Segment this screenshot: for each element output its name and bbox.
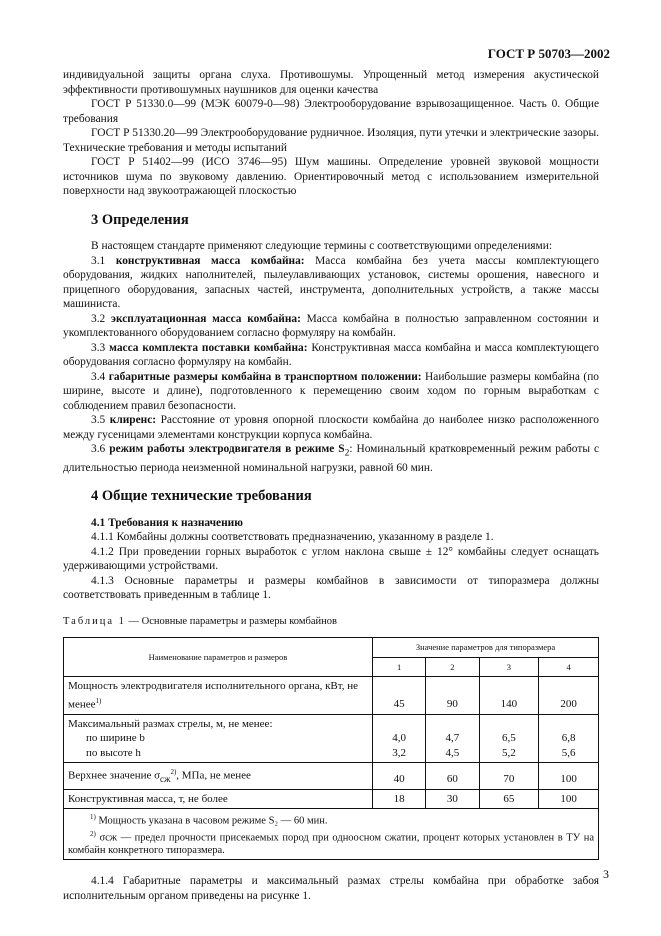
cell: 70 xyxy=(479,763,539,789)
table-footnotes xyxy=(64,809,599,860)
cell: 6,8 5,6 xyxy=(539,714,599,763)
page-number: 3 xyxy=(603,867,609,881)
size-2: 2 xyxy=(426,657,479,677)
row-power-label: Мощность электродвигателя исполнительного органа, кВт, не менее$^{1)}$ xyxy=(64,677,373,715)
cell: 140 xyxy=(479,677,539,715)
row-boom-label: Максимальный размах стрелы, м, не менее: по ширине b по высоте h xyxy=(64,714,373,763)
ref-continuation: индивидуальной защиты органа слуха. Противошумы. Упрощенный метод измерения акустической эффективности противошумных наушников для оценки качества xyxy=(63,69,599,96)
cell: 100 xyxy=(539,763,599,789)
ref-gost-51330-0: ГОСТ Р 51330.0—99 (МЭК 60079-0—98) Электрооборудование взрывозащищенное. Часть 0. Общие требования xyxy=(63,98,599,125)
ref-gost-51330-20: ГОСТ Р 51330.20—99 Электрооборудование рудничное. Изоляция, пути утечки и электрические зазоры. Технические требования и методы испытаний xyxy=(63,127,599,154)
cell: 40 xyxy=(373,763,426,789)
table-caption: Таблица 1 — Основные параметры и размеры комбайнов xyxy=(63,615,337,627)
clause-4-1-3: 4.1.3 Основные параметры и размеры комбайнов в зависимости от типоразмера должны соответствовать приведенным в таблице 1. xyxy=(63,574,599,602)
cell: 4,7 4,5 xyxy=(426,714,479,763)
table-row-mass xyxy=(64,789,599,809)
definition-3-1: 3.1 конструктивная масса комбайна: Масса комбайна без учета массы комплектующего оборудования, жидких наполнителей, пылеулавливающих установок, системы орошения, навесного и прицепного оборудования, запасных частей, инструмента, дополнительных устройств, а также массы машиниста. xyxy=(63,254,599,310)
table-row-power xyxy=(64,677,599,715)
definition-3-2: 3.2 эксплуатационная масса комбайна: Масса комбайна в полностью заправленном состоянии и укомплектованного оборудованием согласно формуляру на комбайн. xyxy=(63,312,600,339)
cell: 65 xyxy=(479,789,539,809)
ref-gost-51402: ГОСТ Р 51402—99 (ИСО 3746—95) Шум машины. Определение уровней звуковой мощности источников шума по звуковому давлению. Ориентировочный метод с использованием измерительной поверхности над звукоотражающей плоскостью xyxy=(63,156,599,197)
page-content xyxy=(63,68,599,903)
definition-3-5: 3.5 клиренс: Расстояние от уровня опорной плоскости комбайна до наиболее низко расположенного между гусеницами элементами конструкции корпуса комбайна. xyxy=(63,414,599,441)
clause-4-1-2: 4.1.2 При проведении горных выработок с углом наклона свыше ± 12° комбайны следует оснащать удерживающими устройствами. xyxy=(63,545,599,573)
cell: 30 xyxy=(426,789,479,809)
table-header-row xyxy=(64,638,599,658)
cell: 4,0 3,2 xyxy=(373,714,426,763)
footnote-1: $^{1)}$ Мощность указана в часовом режиме S₂ — 60 мин. xyxy=(90,813,328,827)
section-3-title: 3 Определения xyxy=(91,211,189,228)
cell: 18 xyxy=(373,789,426,809)
footnote-2: $^{2)}$ σсж — предел прочности присекаемых пород при одноосном сжатии, процент которых установлен в ТУ на комбайн конкретного типоразмера. xyxy=(68,829,595,857)
row-mass-label: Конструктивная масса, т, не более xyxy=(64,789,373,809)
document-header: ГОСТ Р 50703—2002 xyxy=(487,46,610,61)
definition-3-3: 3.3 масса комплекта поставки комбайна: Конструктивная масса комбайна и масса комплектующего оборудования согласно формуляру на комбайн. xyxy=(63,341,599,368)
footnotes-cell xyxy=(64,809,599,860)
table-row-boom xyxy=(64,714,599,763)
cell: 100 xyxy=(539,789,599,809)
section-4-title: 4 Общие технические требования xyxy=(91,488,312,505)
header-param-name: Наименование параметров и размеров xyxy=(64,638,373,677)
clause-4-1-4: 4.1.4 Габаритные параметры и максимальный размах стрелы комбайна при обработке забоя исполнительным органом приведены на рисунке 1. xyxy=(63,875,599,902)
definition-3-4: 3.4 габаритные размеры комбайна в транспортном положении: Наибольшие размеры комбайна (по ширине, высоте и длине), подготовленного к перемещению своим ходом по горным выработкам с соблюдением правил безопасности. xyxy=(63,370,599,412)
subsection-4-1-title: 4.1 Требования к назначению xyxy=(91,516,243,529)
cell: 60 xyxy=(426,763,479,789)
size-3: 3 xyxy=(479,657,539,677)
table-row-sigma xyxy=(64,763,599,789)
definition-3-6: 3.6 режим работы электродвигателя в режиме $S_2$: Номинальный кратковременный режим работы с длительностью периода неизменной номинальной нагрузки, равной 60 мин. xyxy=(63,443,599,474)
cell: 6,5 5,2 xyxy=(479,714,539,763)
row-sigma-label: Верхнее значение $\sigma_{сж}^{2)}$, МПа, не менее xyxy=(64,763,373,789)
header-values: Значение параметров для типоразмера xyxy=(373,638,599,658)
cell: 200 xyxy=(539,677,599,715)
clause-4-1-1: 4.1.1 Комбайны должны соответствовать предназначению, указанному в разделе 1. xyxy=(91,531,494,544)
size-4: 4 xyxy=(539,657,599,677)
size-1: 1 xyxy=(373,657,426,677)
section-3-intro: В настоящем стандарте применяют следующие термины с соответствующими определениями: xyxy=(91,240,553,252)
cell: 45 xyxy=(373,677,426,715)
cell: 90 xyxy=(426,677,479,715)
parameters-table xyxy=(63,637,599,860)
